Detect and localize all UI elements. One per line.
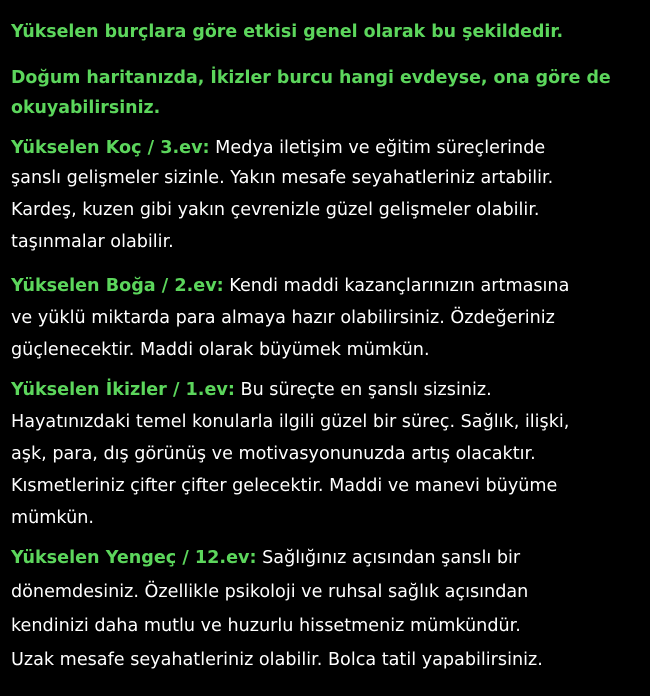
section-ikizler-heading: Yükselen İkizler / 1.ev:: [11, 380, 235, 400]
section-ikizler-line-4: Kısmetleriniz çifter çifter gelecektir. Maddi ve manevi büyüme: [11, 476, 558, 496]
section-boga-heading: Yükselen Boğa / 2.ev:: [11, 276, 224, 296]
section-ikizler-line-1: Yükselen İkizler / 1.ev: Bu süreçte en şanslı sizsiniz.: [11, 380, 492, 400]
section-koc-line-1: Yükselen Koç / 3.ev: Medya iletişim ve eğitim süreçlerinde: [11, 138, 546, 158]
section-koc-line-3: Kardeş, kuzen gibi yakın çevrenizle güzel gelişmeler olabilir.: [11, 200, 540, 220]
section-ikizler-line-2: Hayatınızdaki temel konularla ilgili güzel bir süreç. Sağlık, ilişki,: [11, 412, 570, 432]
section-boga-line-3: güçlenecektir. Maddi olarak büyümek mümkün.: [11, 340, 430, 360]
section-boga-line-2: ve yüklü miktarda para almaya hazır olabilirsiniz. Özdeğeriniz: [11, 308, 555, 328]
section-yengec-heading: Yükselen Yengeç / 12.ev:: [11, 548, 257, 568]
section-koc-line-4: taşınmalar olabilir.: [11, 232, 174, 252]
section-koc-line-2: şanslı gelişmeler sizinle. Yakın mesafe seyahatleriniz artabilir.: [11, 168, 554, 188]
section-yengec-line-3: kendinizi daha mutlu ve huzurlu hissetmeniz mümkündür.: [11, 616, 521, 636]
section-ikizler-line-3: aşk, para, dış görünüş ve motivasyonunuzda artış olacaktır.: [11, 444, 536, 464]
intro-line-2: Doğum haritanızda, İkizler burcu hangi evdeyse, ona göre de: [11, 68, 611, 88]
section-ikizler-line-5: mümkün.: [11, 508, 94, 528]
section-yengec-line-4: Uzak mesafe seyahatleriniz olabilir. Bolca tatil yapabilirsiniz.: [11, 650, 543, 670]
intro-line-3: okuyabilirsiniz.: [11, 98, 161, 118]
section-yengec-line-1: Yükselen Yengeç / 12.ev: Sağlığınız açısından şanslı bir: [11, 548, 521, 568]
section-koc-heading: Yükselen Koç / 3.ev:: [11, 138, 210, 158]
intro-line-1: Yükselen burçlara göre etkisi genel olarak bu şekildedir.: [11, 22, 564, 42]
section-boga-line-1: Yükselen Boğa / 2.ev: Kendi maddi kazançlarınızın artmasına: [11, 276, 570, 296]
section-yengec-line-2: dönemdesiniz. Özellikle psikoloji ve ruhsal sağlık açısından: [11, 582, 529, 602]
